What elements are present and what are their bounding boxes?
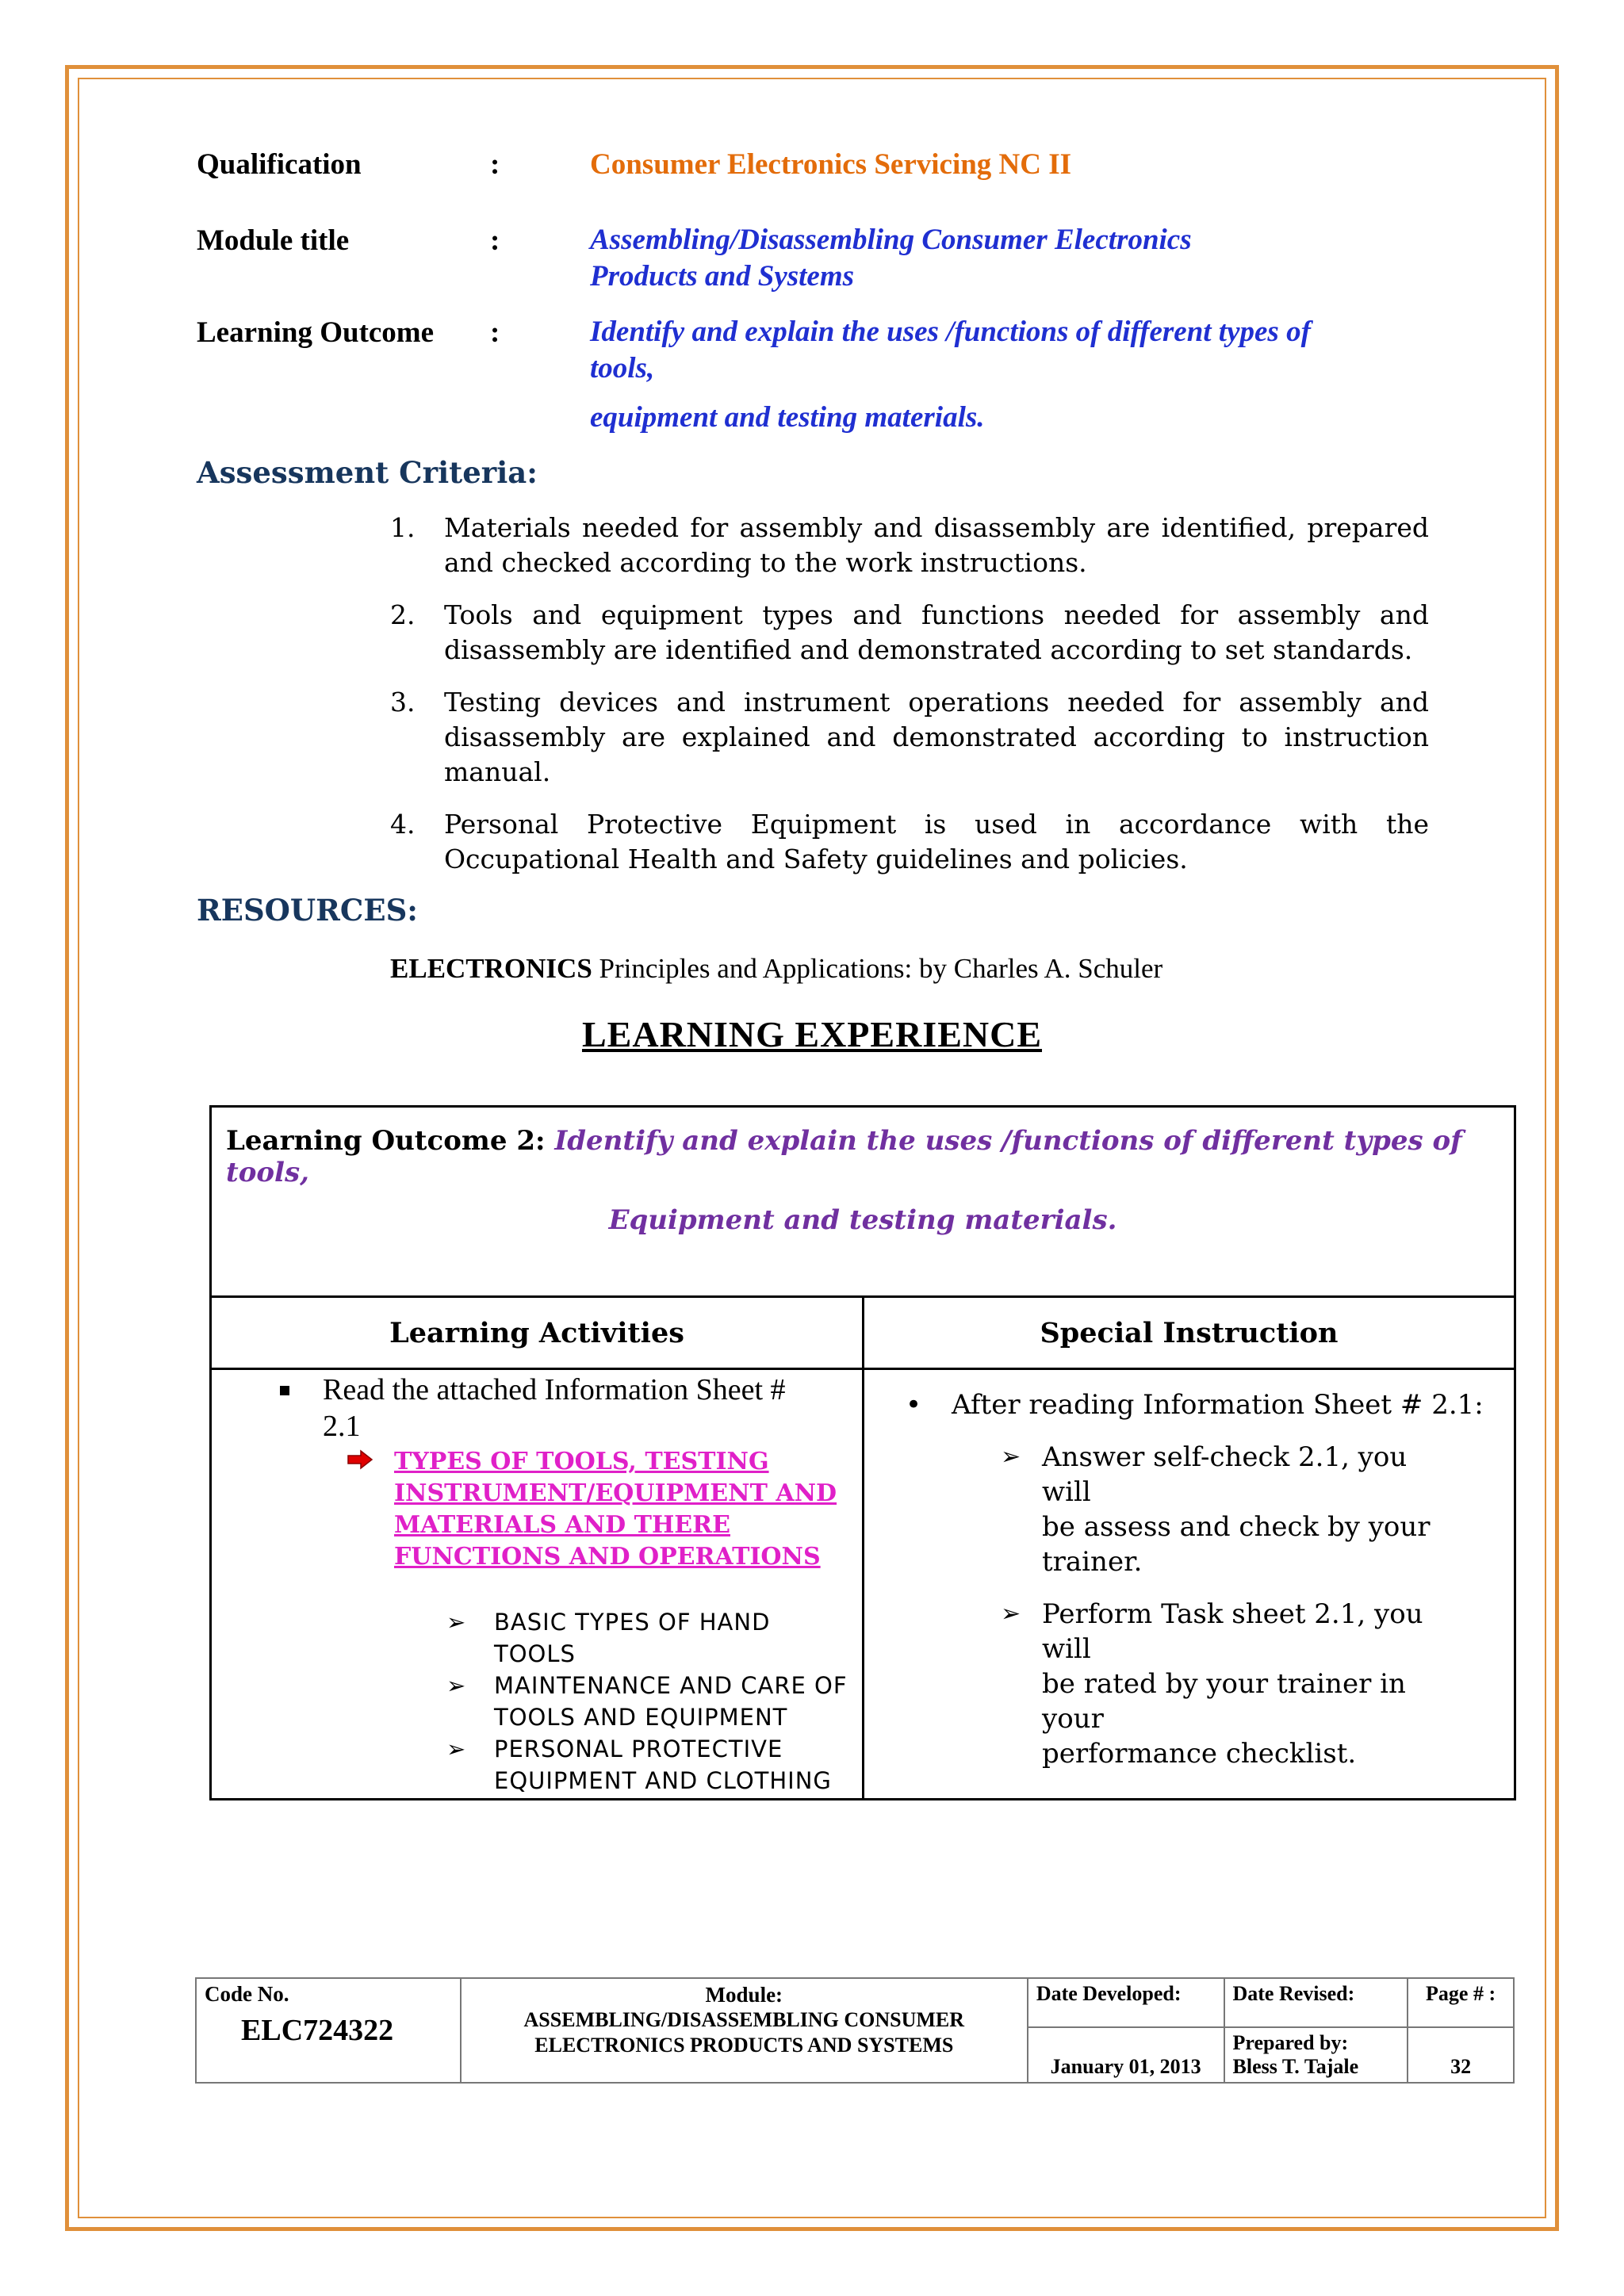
assessment-criteria-heading: Assessment Criteria: — [197, 455, 538, 490]
qualification-value: Consumer Electronics Servicing NC II — [590, 148, 1072, 181]
footer-date-developed-value: January 01, 2013 — [1028, 2027, 1224, 2083]
subtopic-item: ➢ MAINTENANCE AND CARE OF TOOLS AND EQUIPMENT — [446, 1670, 851, 1733]
lo-label: Learning Outcome 2: — [226, 1125, 555, 1157]
criteria-item — [390, 685, 1429, 790]
criteria-number: 2. — [390, 599, 416, 630]
topic-link[interactable] — [394, 1446, 837, 1573]
learning-experience-title: LEARNING EXPERIENCE — [581, 1014, 1043, 1054]
arrowhead-bullet-icon: ➢ — [1001, 1600, 1021, 1628]
criteria-text: Materials needed for assembly and disassembly are identified, prepared and checked according to the work instructions. — [444, 512, 1429, 578]
topic-link-line[interactable]: TYPES OF TOOLS, TESTING — [394, 1448, 769, 1475]
learning-outcome-line2: tools, — [590, 352, 655, 385]
footer-page-value: 32 — [1408, 2027, 1514, 2083]
criteria-number: 1. — [390, 512, 416, 543]
col-header-instruction: Special Instruction — [864, 1297, 1515, 1369]
module-title-label: Module title — [197, 224, 350, 257]
topic-link-line[interactable]: FUNCTIONS AND OPERATIONS — [394, 1543, 821, 1571]
learning-outcome-colon: : — [490, 316, 500, 349]
arrowhead-bullet-icon: ➢ — [446, 1735, 467, 1762]
arrow-right-icon — [347, 1449, 373, 1470]
footer-table — [195, 1977, 1515, 2084]
special-instruction-cell — [864, 1369, 1515, 1800]
footer-date-revised-label: Date Revised: — [1224, 1978, 1408, 2027]
criteria-item — [390, 598, 1429, 668]
round-bullet-icon: • — [906, 1389, 922, 1421]
footer-code-value: ELC724322 — [241, 2014, 394, 2047]
lo-text-line2: Equipment and testing materials. — [608, 1204, 1117, 1236]
module-title-line2: Products and Systems — [590, 260, 855, 293]
criteria-text: Personal Protective Equipment is used in accordance with the Occupational Health and Safety guidelines and policies. — [444, 809, 1429, 874]
module-title-colon: : — [490, 224, 500, 257]
criteria-text: Tools and equipment types and functions needed for assembly and disassembly are identified and demonstrated according to set standards. — [444, 599, 1429, 665]
learning-activities-cell — [211, 1369, 864, 1800]
footer-prepared-cell — [1224, 2027, 1408, 2083]
learning-outcome-line1: Identify and explain the uses /functions of different types of — [590, 316, 1311, 348]
learning-outcome-value — [590, 314, 1438, 436]
instruction-item: ➢ Perform Task sheet 2.1, you will be rated by your trainer in your performance checklist. — [1001, 1598, 1423, 1770]
topic-link-line[interactable]: INSTRUMENT/EQUIPMENT AND — [394, 1479, 837, 1507]
footer-date-developed-label: Date Developed: — [1028, 1978, 1224, 2027]
arrowhead-bullet-icon: ➢ — [446, 1672, 467, 1699]
instruction-intro: After reading Information Sheet # 2.1: — [952, 1389, 1484, 1421]
lo-text-line1: Identify and explain the uses /functions of different types of tools, — [226, 1125, 1462, 1188]
qualification-colon: : — [490, 148, 500, 181]
learning-outcome-cell — [211, 1107, 1515, 1297]
footer-prepared-label: Prepared by: — [1232, 2031, 1349, 2054]
resources-book-detail: Principles and Applications: by Charles A. Schuler — [592, 953, 1163, 984]
learning-experience-table — [209, 1105, 1516, 1800]
subtopics-list — [446, 1606, 851, 1797]
qualification-label: Qualification — [197, 148, 362, 181]
footer-prepared-value: Bless T. Tajale — [1232, 2055, 1359, 2078]
square-bullet-icon — [280, 1386, 289, 1395]
criteria-item — [390, 511, 1429, 580]
arrowhead-bullet-icon: ➢ — [446, 1609, 467, 1636]
resources-book-title: ELECTRONICS — [390, 953, 592, 984]
criteria-text: Testing devices and instrument operations needed for assembly and disassembly are explained and demonstrated according to instruction manual. — [444, 687, 1429, 787]
subtopic-item: ➢ BASIC TYPES OF HAND TOOLS — [446, 1606, 851, 1670]
subtopic-item: ➢ PERSONAL PROTECTIVE EQUIPMENT AND CLOTHING — [446, 1733, 851, 1797]
assessment-criteria-list — [390, 511, 1429, 894]
footer-module-line1: ASSEMBLING/DISASSEMBLING CONSUMER — [523, 2008, 965, 2031]
topic-link-line[interactable]: MATERIALS AND THERE — [394, 1511, 730, 1539]
criteria-item — [390, 807, 1429, 877]
activity-read-sheet — [323, 1372, 786, 1445]
footer-code-label: Code No. — [205, 1982, 289, 2006]
instruction-list — [1001, 1440, 1445, 1771]
footer-page-label: Page # : — [1408, 1978, 1514, 2027]
footer-code-cell — [196, 1978, 461, 2083]
col-header-activities: Learning Activities — [211, 1297, 864, 1369]
arrowhead-bullet-icon: ➢ — [1001, 1443, 1021, 1471]
criteria-number: 4. — [390, 809, 416, 840]
resources-reference — [390, 953, 1162, 985]
footer-module-line2: ELECTRONICS PRODUCTS AND SYSTEMS — [534, 2034, 954, 2057]
criteria-number: 3. — [390, 687, 416, 718]
module-title-line1: Assembling/Disassembling Consumer Electronics — [590, 224, 1192, 256]
learning-outcome-line3: equipment and testing materials. — [590, 401, 985, 434]
resources-heading: RESOURCES: — [197, 893, 418, 928]
activity-read-line1: Read the attached Information Sheet # — [323, 1373, 786, 1406]
footer-module-cell — [461, 1978, 1028, 2083]
footer-module-label: Module: — [705, 1983, 783, 2007]
module-title-value — [590, 222, 1192, 295]
instruction-item: ➢ Answer self-check 2.1, you will be assess and check by your trainer. — [1001, 1441, 1431, 1578]
activity-read-line2: 2.1 — [323, 1410, 361, 1443]
learning-outcome-label: Learning Outcome — [197, 316, 435, 349]
